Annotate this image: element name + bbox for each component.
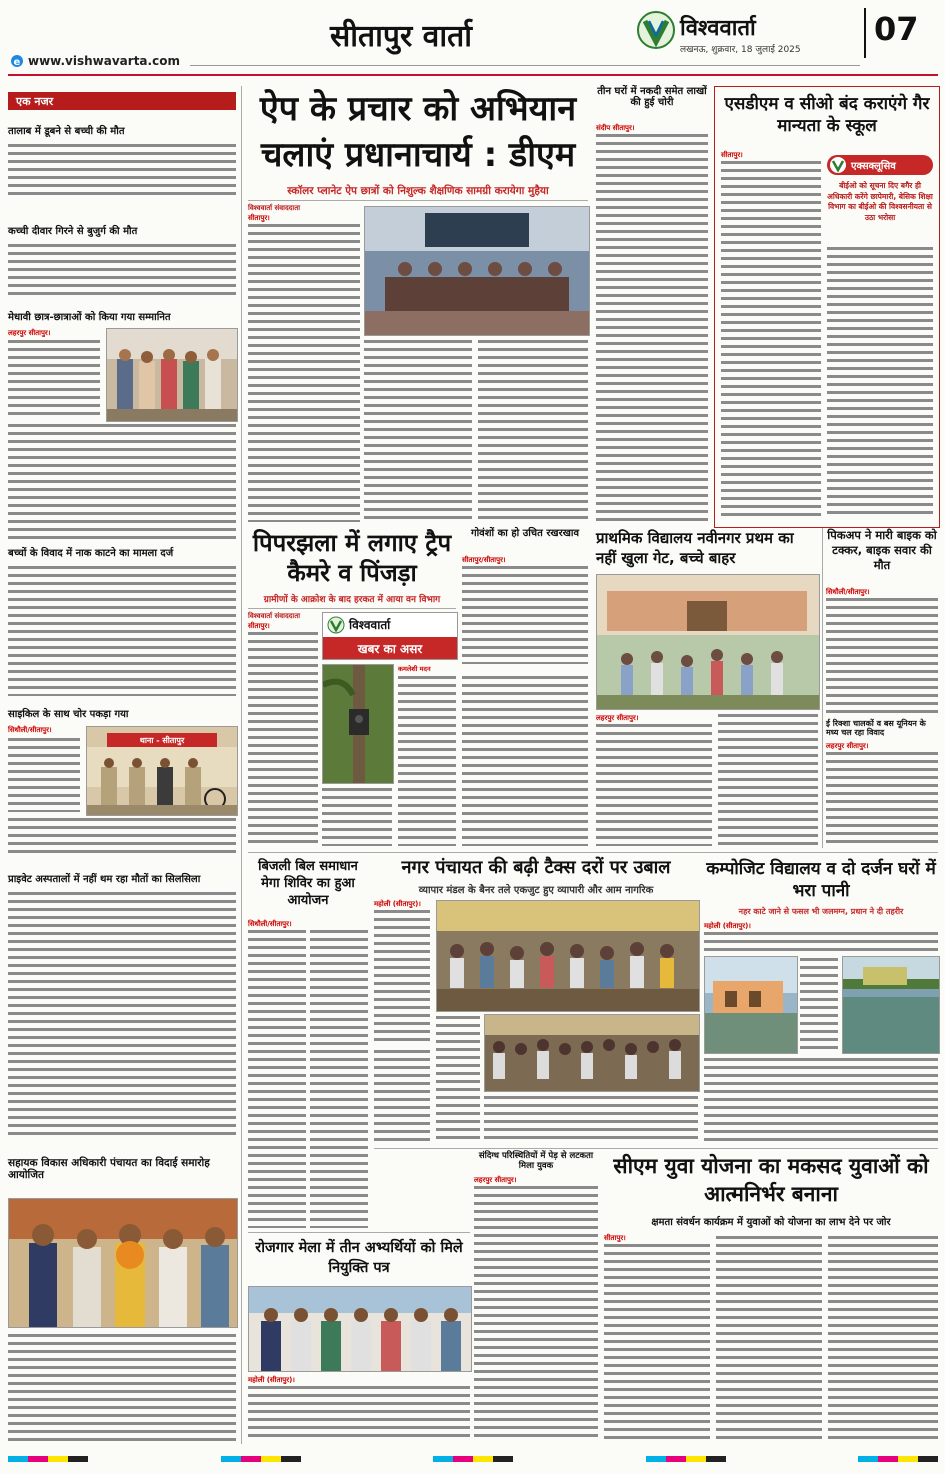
brand-logo-icon — [829, 156, 847, 174]
brand-name: विश्ववार्ता — [680, 16, 756, 41]
brief-body — [8, 1332, 236, 1444]
meeting-photo — [364, 206, 590, 336]
lead-subheadline: स्कॉलर प्लानेट ऐप छात्रों को निशुल्क शैक्षणिक सामग्री करायेगा मुहैया — [287, 185, 549, 197]
brand-logo-icon — [327, 616, 345, 634]
brief-headline: बच्चों के विवाद में नाक काटने का मामला दर्ज — [8, 548, 174, 559]
section-rule — [374, 1148, 938, 1149]
trap-dateline: सीतापुर। — [248, 622, 270, 630]
eriksha-dateline: लहरपुर सीतापुर। — [826, 742, 869, 750]
rozgar-photo — [248, 1286, 472, 1372]
column-rule — [241, 86, 242, 1444]
school-gate-photo — [596, 574, 820, 710]
theft-dateline: संदीप सीतापुर। — [596, 124, 635, 132]
brief-headline: साइकिल के साथ चोर पकड़ा गया — [8, 709, 129, 720]
composite-body-bottom — [704, 1056, 938, 1144]
trap-inline-dateline: कमलेशी मदन — [398, 665, 431, 673]
sdm-box — [714, 86, 940, 528]
sdm-dateline: सीतापुर। — [721, 151, 743, 159]
police-station-photo — [86, 726, 238, 816]
impact-badge-brand: विश्ववार्ता — [349, 618, 391, 632]
cm-yuva-body-col3 — [828, 1234, 938, 1440]
lead-headline: ऐप के प्रचार को अभियान चलाएं प्रधानाचार्य : डीएम — [259, 89, 577, 175]
website-url[interactable]: www.vishwavarta.com — [28, 54, 180, 68]
section-rule — [248, 852, 938, 853]
school-gate-headline: प्राथमिक विद्यालय नवीनगर प्रथम का नहीं खुला गेट, बच्चे बाहर — [596, 529, 794, 567]
exclusive-label: एक्सक्लूसिव — [851, 161, 896, 172]
trap-subheadline: ग्रामीणों के आक्रोश के बाद हरकत में आया वन विभाग — [263, 595, 441, 605]
section-title: सीतापुर वार्ता — [330, 19, 472, 54]
suspicious-headline: संदिग्ध परिस्थितियों में पेड़ से लटकता मिला युवक — [478, 1151, 594, 1171]
brief-body — [8, 736, 80, 812]
eriksha-headline: ई रिक्शा चालकों व बस यूनियन के मध्य चल रहा विवाद — [826, 719, 926, 737]
brief-headline: सहायक विकास अधिकारी पंचायत का विदाई समारोह आयोजित — [8, 1157, 210, 1181]
trap-headline: पिपरझला में लगाए ट्रैप कैमरे व पिंजड़ा — [252, 529, 452, 587]
brief-headline: तालाब में डूबने से बच्ची की मौत — [8, 126, 125, 137]
left-column — [8, 86, 236, 1444]
electricity-headline: बिजली बिल समाधान मेगा शिविर का हुआ आयोजन — [258, 859, 358, 908]
section-label: एक नजर — [16, 95, 54, 108]
tax-body-col1b — [374, 1048, 430, 1144]
dateline: लखनऊ, शुक्रवार, 18 जुलाई 2025 — [680, 45, 801, 55]
cm-yuva-dateline: सीतापुर। — [604, 1234, 626, 1242]
tax-body-col3 — [484, 1094, 698, 1144]
suspicious-body — [474, 1184, 598, 1440]
lead-byline: विश्ववार्ता संवाददाता — [248, 204, 301, 212]
rozgar-dateline: महोली (सीतापुर)। — [248, 1376, 295, 1384]
rozgar-headline: रोजगार मेला में तीन अभ्यर्थियों को मिले नियुक्ति पत्र — [255, 1240, 463, 1276]
browser-e-icon — [10, 53, 24, 67]
trap-body-col1 — [248, 630, 318, 846]
lead-underline — [248, 200, 588, 201]
color-registration-strip — [8, 1456, 938, 1466]
section-rule — [248, 1232, 470, 1233]
tax-dateline: महोली (सीतापुर)। — [374, 900, 421, 908]
brief-body — [8, 816, 236, 856]
electricity-body-col1 — [248, 928, 306, 1228]
sdm-body-col2 — [827, 245, 933, 519]
svg-text:e: e — [13, 57, 21, 68]
brief-body — [8, 242, 236, 300]
impact-badge-label: खबर का असर — [357, 642, 423, 656]
electricity-body-col2 — [310, 928, 368, 1228]
page-divider — [864, 8, 866, 58]
brief-body — [8, 564, 236, 696]
exclusive-badge — [827, 155, 933, 175]
composite-dateline: महोली (सीतापुर)। — [704, 922, 751, 930]
brief-dateline: लहरपुर सीतापुर। — [8, 329, 51, 337]
composite-headline: कम्पोजिट विद्यालय व दो दर्जन घरों में भरा पानी — [706, 859, 936, 901]
masthead-rule — [8, 74, 938, 76]
cm-yuva-headline: सीएम युवा योजना का मकसद युवाओं को आत्मनिर्भर बनाना — [613, 1154, 929, 1206]
signboard-text: थाना - सीतापुर — [139, 736, 185, 745]
composite-body-col1 — [800, 956, 838, 1052]
school-gate-body-col1 — [596, 722, 712, 846]
school-gate-body-col2 — [718, 712, 818, 846]
lead-dateline: सीतापुर। — [248, 214, 270, 222]
lead-body-col3 — [478, 338, 588, 522]
rozgar-body — [248, 1384, 470, 1440]
impact-badge — [322, 612, 458, 660]
brief-dateline: सिधौली/सीतापुर। — [8, 726, 52, 734]
exclusive-teaser: बीईओ को सूचना दिए बगैर ही अधिकारी करेंगे छापेमारी, बेसिक शिक्षा विभाग का बीईओ की विश्वसनीयता से उठा भरोसा — [827, 181, 933, 222]
cm-yuva-subheadline: क्षमता संवर्धन कार्यक्रम में युवाओं को योजना का लाभ देने पर जोर — [651, 1217, 891, 1228]
electricity-dateline: सिधौली/सीतापुर। — [248, 920, 292, 928]
masthead — [0, 0, 945, 76]
farewell-photo — [8, 1198, 238, 1328]
brief-body — [8, 142, 236, 198]
brand-logo-icon — [636, 10, 676, 50]
suspicious-dateline: लहरपुर सीतापुर। — [474, 1176, 517, 1184]
goshala-headline: गोवंशों का हो उचित रखरखाव — [470, 528, 580, 539]
felicitation-photo — [106, 328, 238, 422]
sdm-body-col1 — [721, 159, 821, 519]
lead-body-col2 — [364, 338, 472, 522]
brief-headline: प्राइवेट अस्पतालों में नहीं थम रहा मौतों का सिलसिला — [8, 874, 201, 885]
trap-body-col2 — [398, 674, 456, 846]
composite-body-top — [704, 930, 938, 954]
cm-yuva-body-col1 — [604, 1242, 710, 1440]
page-number: 07 — [874, 10, 919, 48]
pickup-dateline: सिधौली/सीतापुर। — [826, 588, 870, 596]
sdm-headline: एसडीएम व सीओ बंद कराएंगे गैर मान्यता के स्कूल — [724, 94, 930, 136]
composite-subheadline: नहर काटे जाने से फसल भी जलमग्न, प्रधान ने दी तहरीर — [738, 907, 904, 916]
tax-meeting-photo — [436, 900, 700, 1012]
masthead-underline — [190, 65, 860, 66]
brief-body — [8, 338, 100, 420]
goshala-body — [462, 564, 588, 664]
impact-badge-label-box — [323, 637, 457, 659]
brief-headline: मेधावी छात्र-छात्राओं को किया गया सम्मानित — [8, 312, 171, 323]
tax-subheadline: व्यापार मंडल के बैनर तले एकजुट हुए व्यापारी और आम नागरिक — [418, 885, 654, 896]
trap-underline — [248, 608, 456, 609]
flooded-school-photo — [704, 956, 798, 1054]
pickup-headline: पिकअप ने मारी बाइक को टक्कर, बाइक सवार की मौत — [827, 528, 937, 572]
trap-byline: विश्ववार्ता संवाददाता — [248, 612, 301, 620]
brief-body — [8, 890, 236, 1138]
theft-headline: तीन घरों में नकदी समेत लाखों की हुई चोरी — [597, 86, 707, 109]
tax-crowd-photo — [484, 1014, 700, 1092]
section-label-box — [8, 92, 236, 110]
tax-body-col1 — [374, 908, 430, 1044]
trap-camera-photo — [322, 664, 394, 784]
trap-body-col2b — [322, 786, 392, 846]
goshala-dateline: सीतापुर/सीतापुर। — [462, 556, 506, 564]
cm-yuva-body-col2 — [716, 1234, 822, 1440]
brief-headline: कच्ची दीवार गिरने से बुजुर्ग की मौत — [8, 226, 138, 237]
eriksha-body — [826, 750, 938, 846]
trap-body-col3 — [462, 674, 588, 846]
pickup-body — [826, 596, 938, 716]
flooded-field-photo — [842, 956, 940, 1054]
brief-body — [8, 422, 236, 542]
lead-body-col1 — [248, 222, 360, 522]
theft-body — [596, 132, 708, 522]
column-rule — [822, 528, 823, 848]
school-gate-dateline: लहरपुर सीतापुर। — [596, 714, 639, 722]
tax-body-col2 — [436, 1014, 480, 1144]
tax-headline: नगर पंचायत की बढ़ी टैक्स दरों पर उबाल — [401, 857, 671, 878]
